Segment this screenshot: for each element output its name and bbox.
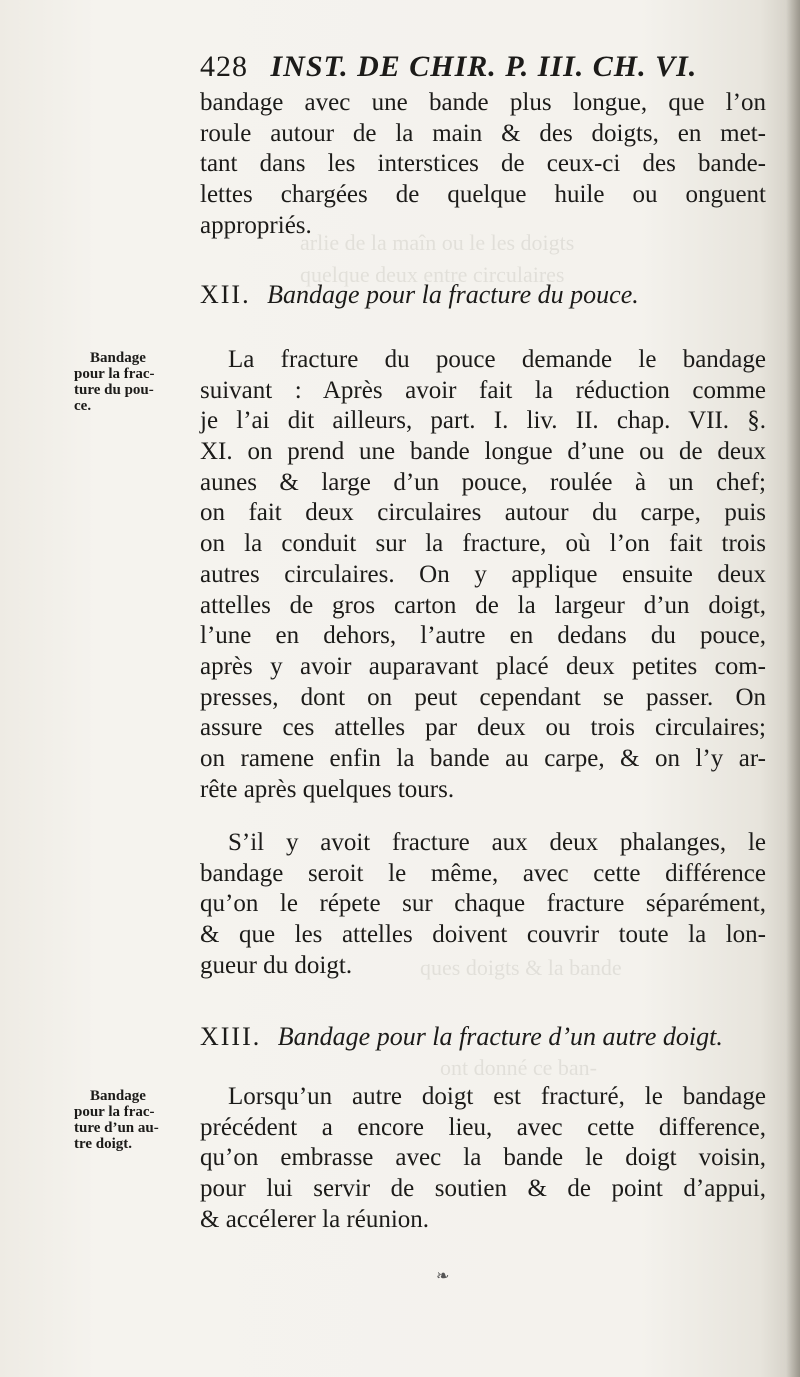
text-line: La fracture du pouce demande le bandage [228, 346, 766, 373]
text-line: attelles de gros carton de la largeur d’un doigt, [200, 591, 766, 619]
text-line: on fait deux circulaires autour du carpe, puis [200, 499, 766, 527]
text-line: on la conduit sur la fracture, où l’on fait trois [200, 530, 766, 558]
text-line: presses, dont on peut cependant se passer. On [200, 683, 766, 711]
text-line: rête après quelques tours. [200, 775, 455, 803]
show-through-text: ont donné ce ban- [440, 1055, 597, 1080]
text-line: autres circulaires. On y applique ensuite deux [200, 560, 766, 588]
text-line: appropriés. [200, 211, 312, 239]
section-13-paragraph-1 [200, 1082, 766, 1235]
text-line: pour lui servir de soutien & de point d’appui, [200, 1175, 766, 1203]
margin-note-line: pour la frac- [74, 366, 155, 382]
margin-note-line: ce. [74, 398, 92, 414]
margin-note-line: Bandage [90, 1088, 146, 1104]
page-edge-shadow [786, 0, 800, 1377]
show-through-text: arlie de la maîn ou le les doigts [300, 230, 575, 255]
text-line: XI. on prend une bande longue d’une ou de deux [200, 438, 766, 466]
section-number: XIII. [200, 1022, 262, 1051]
text-line: je l’ai dit ailleurs, part. I. liv. II. chap. VII. §. [200, 407, 766, 435]
text-line: on ramene enfin la bande au carpe, & on l’y ar- [200, 744, 766, 772]
intro-paragraph [200, 88, 766, 241]
text-line: gueur du doigt. [200, 951, 353, 979]
section-heading-13 [200, 1022, 766, 1052]
margin-note-line: ture du pou- [74, 382, 154, 398]
running-title: INST. DE CHIR. P. III. CH. VI. [270, 50, 698, 83]
section-12-paragraph-1 [200, 345, 766, 805]
text-line: qu’on le répete sur chaque fracture séparément, [200, 890, 766, 918]
section-title: Bandage pour la fracture du pouce. [267, 280, 639, 309]
text-line: après y avoir auparavant placé deux petites com- [200, 652, 766, 680]
text-line: S’il y avoit fracture aux deux phalanges, le [228, 829, 766, 856]
margin-note-line: tre doigt. [74, 1136, 133, 1152]
show-through-text: quelque deux entre circulaires [300, 262, 565, 287]
margin-note-13 [74, 1088, 192, 1152]
running-header [200, 50, 760, 84]
text-line: bandage avec une bande plus longue, que l’on [200, 89, 766, 116]
text-line: qu’on embrasse avec la bande le doigt voisin, [200, 1144, 766, 1172]
text-line: & que les attelles doivent couvrir toute la lon- [200, 921, 766, 949]
section-12-paragraph-2 [200, 828, 766, 981]
text-line: Lorsqu’un autre doigt est fracturé, le bandage [228, 1083, 766, 1110]
text-line: suivant : Après avoir fait la réduction comme [200, 376, 766, 404]
text-line: aunes & large d’un pouce, roulée à un chef; [200, 468, 766, 496]
text-line: lettes chargées de quelque huile ou onguent [200, 181, 766, 209]
section-title: Bandage pour la fracture d’un autre doigt. [277, 1022, 723, 1051]
margin-note-line: Bandage [90, 350, 146, 366]
section-heading-12 [200, 280, 766, 310]
text-line: l’une en dehors, l’autre en dedans du pouce, [200, 622, 766, 650]
page-number: 428 [200, 50, 248, 83]
text-line: bandage seroit le même, avec cette différence [200, 859, 766, 887]
text-line: roule autour de la main & des doigts, en met- [200, 119, 766, 147]
margin-note-line: ture d’un au- [74, 1120, 159, 1136]
text-line: précédent a encore lieu, avec cette difference, [200, 1113, 766, 1141]
show-through-text: ques doigts & la bande [420, 955, 622, 980]
margin-note-line: pour la frac- [74, 1104, 155, 1120]
text-line: tant dans les interstices de ceux-ci des bande- [200, 150, 766, 178]
text-line: assure ces attelles par deux ou trois circulaires; [200, 714, 766, 742]
margin-note-12 [74, 350, 192, 414]
section-number: XII. [200, 280, 251, 309]
text-line: & accélerer la réunion. [200, 1205, 430, 1233]
printer-ornament-icon: ❧ [436, 1266, 450, 1285]
